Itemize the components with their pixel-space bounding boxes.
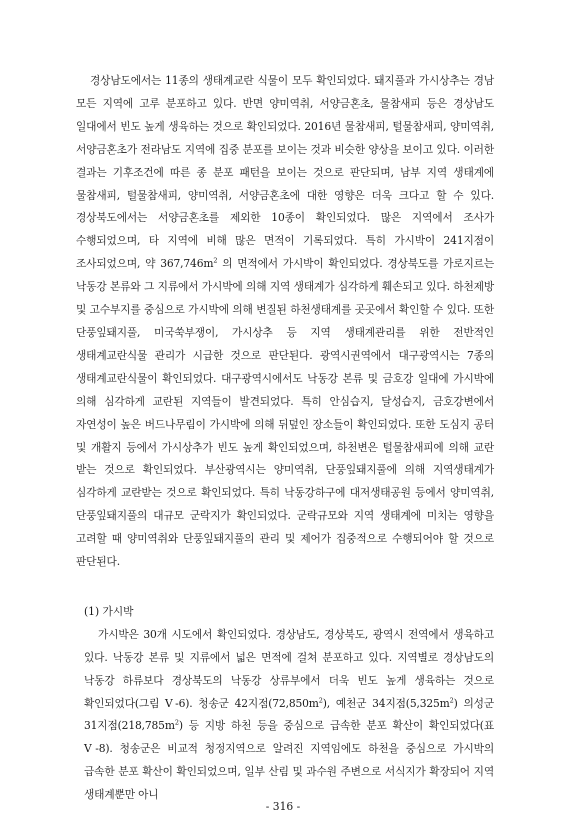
- superscript-unit: 2: [174, 718, 179, 727]
- superscript-unit: 2: [213, 256, 218, 265]
- paragraph-text: ) 의성군 31지점(218,785m: [84, 696, 494, 733]
- section-heading-gasibak: (1) 가시박: [84, 604, 134, 618]
- paragraph-text: 경상남도에서는 11종의 생태계교란 식물이 모두 확인되었다. 돼지풀과 가시상추는 경남 모든 지역에 고루 분포하고 있다. 반면 양미역취, 서양금혼초, 물참새피 등은 경상남도 일대에서 빈도 높게 생육하는 것으로 확인되었다. 2016년 물참새피, 털물참새피, 양미역취, 서양금혼초가 전라남도 지역에 집중 분포를 보이는 것과 비슷한 양상을 보이고 있다. 이러한 결과는 기후조건에 따른 종 분포 패턴을 보이는 것으로 판단되며, 남부 지역 생태계에 물참새피, 털물참새피, 양미역취, 서양금혼초에 대한 영향은 더욱 크다고 할 수 있다. 경상북도에서는 서양금혼초를 제외한 10종이 확인되었다. 많은 지역에서 조사가 수행되었으며, 타 지역에 비해 많은 면적이 기록되었다. 특히 가시박이 241지점이 조사되었으며, 약 367,746m: [76, 74, 494, 271]
- paragraph-gasibak: [84, 624, 494, 807]
- paragraph-text: ), 예천군 34지점(5,325m: [322, 696, 450, 710]
- paragraph-text: ) 등 지방 하천 등을 중심으로 급속한 분포 확산이 확인되었다(표 Ⅴ-8). 청송군은 비교적 청정지역으로 알려진 지역임에도 하천을 중심으로 가시박의 급속한 분포 확산이 확인되었으며, 일부 산림 및 과수원 주변으로 서식지가 확장되어 지역 생태계뿐만 아니: [84, 719, 494, 802]
- superscript-unit: 2: [449, 696, 454, 704]
- superscript-unit: 2: [318, 696, 323, 704]
- paragraph-gyeongnam-gyeongbuk: [76, 70, 494, 574]
- document-page: [76, 70, 494, 807]
- paragraph-text: 의 면적에서 가시박이 확인되었다. 경상북도를 가로지르는 낙동강 본류와 그 지류에서 가시박에 의해 지역 생태계가 심각하게 훼손되고 있다. 하천제방 및 고수부지를 중심으로 가시박에 의해 변질된 하천생태계를 곳곳에서 확인할 수 있다. 또한 단풍잎돼지풀, 미국쑥부쟁이, 가시상추 등 지역 생태계관리를 위한 전반적인 생태계교란식물 관리가 시급한 것으로 판단된다. 광역시권역에서 대구광역시는 7종의 생태계교란식물이 확인되었다. 대구광역시에서도 낙동강 본류 및 금호강 일대에 가시박에 의해 심각하게 교란된 지역들이 발견되었다. 특히 안심습지, 달성습지, 금호강변에서 자연성이 높은 버드나무림이 가시박에 의해 뒤덮인 장소들이 확인되었다. 또한 도심지 공터 및 개활지 등에서 가시상추가 빈도 높게 확인되었으며, 하천변은 털물참새피에 의해 교란 받는 것으로 확인되었다. 부산광역시는 양미역취, 단풍잎돼지풀에 의해 지역생태계가 심각하게 교란받는 것으로 확인되었다. 특히 낙동강하구에 대저생태공원 등에서 양미역취, 단풍잎돼지풀의 대규모 군락지가 확인되었다. 군락규모와 지역 생태계에 미치는 영향을 고려할 때 양미역취와 단풍잎돼지풀의 관리 및 제어가 집중적으로 수행되어야 할 것으로 판단된다.: [76, 257, 494, 569]
- paragraph-text: 가시박은 30개 시도에서 확인되었다. 경상남도, 경상북도, 광역시 전역에서 생육하고 있다. 낙동강 본류 및 지류에서 넓은 면적에 걸쳐 분포하고 있다. 지역별로 경상남도의 낙동강 하류보다 경상북도의 낙동강 상류부에서 더욱 빈도 높게 생육하는 것으로 확인되었다(그림 Ⅴ-6). 청송군 42지점(72,850m: [84, 627, 494, 710]
- page-number: - 316 -: [265, 800, 301, 813]
